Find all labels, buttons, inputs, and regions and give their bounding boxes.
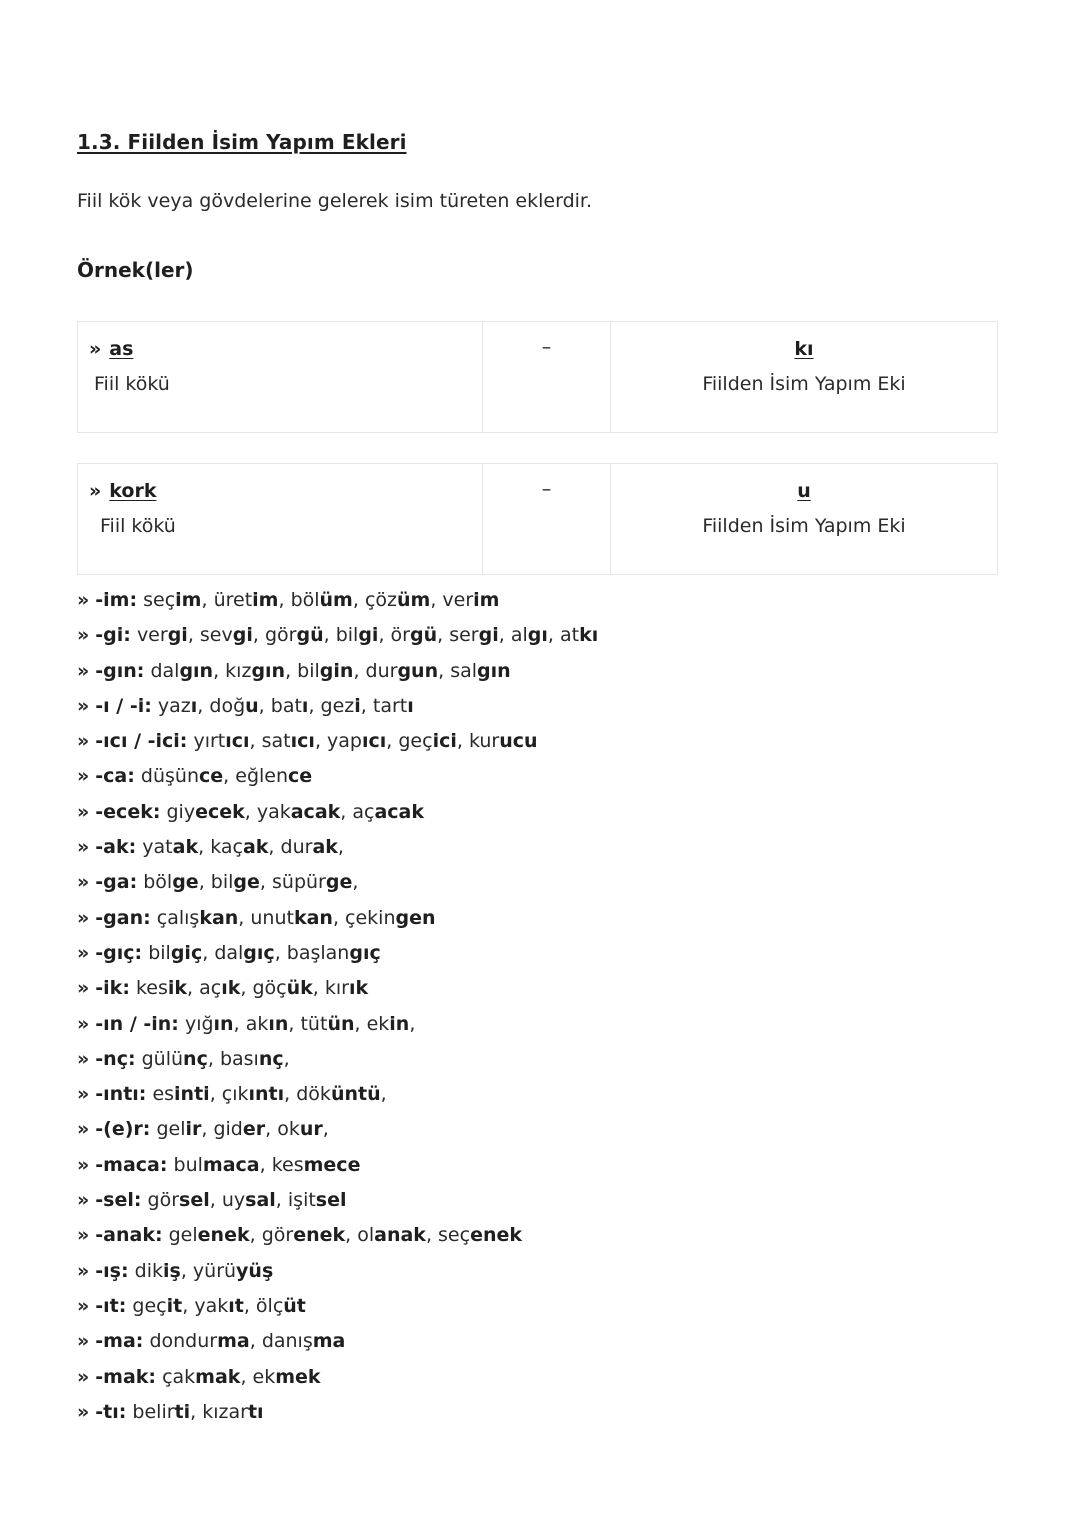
example-word: durak: [280, 836, 338, 859]
example-word: bilgin: [297, 659, 354, 682]
example-suffix-label: Fiilden İsim Yapım Eki: [702, 515, 906, 537]
bullet-arrow-icon: »: [77, 1153, 90, 1176]
suffix-list-item: » -gıç: bilgiç, dalgıç, başlangıç: [77, 941, 381, 964]
bullet-arrow-icon: »: [77, 1012, 90, 1035]
example-word: çıkıntı: [221, 1083, 285, 1106]
suffix-list-item: » -ıcı / -ici: yırtıcı, satıcı, yapıcı, geçici, kurucu: [77, 730, 538, 753]
example-word: ölçüt: [255, 1294, 306, 1317]
example-word: uysal: [221, 1189, 276, 1212]
suffix-key: -mak:: [95, 1365, 157, 1388]
example-word: tartı: [372, 694, 414, 717]
example-word: ekin: [366, 1012, 410, 1035]
suffix-list-item: » -ma: dondurma, danışma: [77, 1330, 346, 1353]
example-root-cell: [78, 464, 483, 574]
example-suffix: u: [797, 480, 811, 502]
example-word: eğlence: [235, 765, 313, 788]
example-word: seçim: [143, 589, 202, 611]
example-word: sevgi: [199, 624, 253, 647]
suffix-key: -im:: [95, 589, 138, 611]
example-word: tütün: [300, 1012, 355, 1035]
example-word: geçici: [398, 730, 457, 753]
suffix-key: -ecek:: [95, 800, 161, 823]
example-word: açacak: [352, 800, 425, 823]
example-word: görgü: [264, 624, 324, 647]
example-suffix-cell: [611, 464, 997, 574]
example-word: bilge: [210, 871, 260, 894]
suffix-list-item: » -maca: bulmaca, kesmece: [77, 1153, 361, 1176]
section-heading: 1.3. Fiilden İsim Yapım Ekleri: [77, 130, 407, 154]
example-word: kesmece: [271, 1153, 361, 1176]
example-word: işitsel: [287, 1189, 347, 1212]
bullet-arrow-icon: »: [77, 694, 90, 717]
suffix-key: -ıntı:: [95, 1083, 147, 1106]
example-word: okur: [277, 1118, 323, 1141]
example-word: belirti: [132, 1400, 191, 1423]
suffix-list-item: » -nç: gülünç, basınç,: [77, 1047, 290, 1070]
suffix-list-item: » -ın / -in: yığın, akın, tütün, ekin,: [77, 1012, 416, 1035]
example-word: kızartı: [202, 1400, 264, 1423]
suffix-key: -ca:: [95, 765, 135, 788]
example-dash: –: [541, 478, 552, 500]
example-word: bilgiç: [148, 941, 203, 964]
suffix-list-item: » -gan: çalışkan, unutkan, çekingen: [77, 906, 436, 929]
bullet-arrow-icon: »: [77, 1400, 90, 1423]
bullet-arrow-icon: »: [77, 1330, 90, 1353]
example-dash: –: [541, 336, 552, 358]
example-table: [77, 321, 998, 433]
bullet-arrow-icon: »: [77, 624, 90, 647]
example-word: vergi: [136, 624, 188, 647]
bullet-arrow-icon: »: [77, 1189, 90, 1212]
example-word: yazı: [157, 694, 198, 717]
example-word: algı: [510, 624, 548, 647]
example-word: kırık: [324, 977, 369, 1000]
suffix-key: -ış:: [95, 1259, 129, 1282]
suffix-list-item: » -gi: vergi, sevgi, görgü, bilgi, örgü, sergi, algı, atkı: [77, 624, 599, 647]
example-word: çalışkan: [156, 906, 239, 929]
suffix-list-item: » -ga: bölge, bilge, süpürge,: [77, 871, 359, 894]
bullet-arrow-icon: »: [77, 1047, 90, 1070]
example-word: gider: [213, 1118, 266, 1141]
example-word: çözüm: [364, 589, 431, 611]
example-word: bölüm: [290, 589, 353, 611]
bullet-arrow-icon: »: [77, 1224, 90, 1247]
example-word: yapıcı: [327, 730, 387, 753]
example-word: görenek: [261, 1224, 346, 1247]
suffix-list-item: » -mak: çakmak, ekmek: [77, 1365, 321, 1388]
bullet-arrow-icon: »: [77, 1365, 90, 1388]
example-word: bilgi: [335, 624, 379, 647]
suffix-list-item: » -gın: dalgın, kızgın, bilgin, durgun, salgın: [77, 659, 511, 682]
example-root-cell: [78, 322, 483, 432]
example-suffix-cell: [611, 322, 997, 432]
example-suffix-label: Fiilden İsim Yapım Eki: [702, 373, 906, 395]
example-word: gezi: [320, 694, 361, 717]
bullet-arrow-icon: »: [77, 659, 90, 682]
example-word: yakıt: [194, 1294, 244, 1317]
example-word: bulmaca: [173, 1153, 260, 1176]
example-word: göçük: [252, 977, 313, 1000]
suffix-list-item: » -ca: düşünce, eğlence: [77, 765, 313, 788]
bullet-arrow-icon: »: [77, 1118, 90, 1141]
example-word: satıcı: [261, 730, 315, 753]
example-word: geçit: [132, 1294, 183, 1317]
suffix-list-item: » -ıt: geçit, yakıt, ölçüt: [77, 1294, 306, 1317]
example-word: ekmek: [252, 1365, 321, 1388]
bullet-arrow-icon: »: [77, 589, 90, 611]
suffix-key: -ga:: [95, 871, 138, 894]
example-word: atkı: [559, 624, 599, 647]
example-root-label: Fiil kökü: [94, 373, 170, 395]
example-word: kızgın: [225, 659, 286, 682]
bullet-arrow-icon: »: [77, 906, 90, 929]
example-word: dalgıç: [214, 941, 275, 964]
suffix-list-item: » -ik: kesik, açık, göçük, kırık: [77, 977, 369, 1000]
bullet-arrow-icon: »: [77, 1083, 90, 1106]
bullet-arrow-icon: »: [77, 977, 90, 1000]
example-root-word: kork: [109, 480, 157, 502]
example-word: açık: [199, 977, 241, 1000]
suffix-list-item: » -ecek: giyecek, yakacak, açacak: [77, 800, 425, 823]
suffix-key: -gi:: [95, 624, 131, 647]
example-root-label: Fiil kökü: [100, 515, 176, 537]
suffix-key: -anak:: [95, 1224, 163, 1247]
example-word: giyecek: [166, 800, 245, 823]
example-word: olanak: [357, 1224, 426, 1247]
suffix-list-item: » -anak: gelenek, görenek, olanak, seçenek: [77, 1224, 523, 1247]
example-word: esinti: [152, 1083, 210, 1106]
example-word: süpürge: [272, 871, 353, 894]
section-intro: Fiil kök veya gövdelerine gelerek isim türeten eklerdir.: [77, 190, 593, 212]
bullet-arrow-icon: »: [77, 730, 90, 753]
example-word: dalgın: [150, 659, 214, 682]
example-word: gelenek: [168, 1224, 250, 1247]
example-word: seçenek: [438, 1224, 523, 1247]
bullet-arrow-icon: »: [77, 1259, 90, 1282]
example-word: kesik: [135, 977, 188, 1000]
example-word: görsel: [147, 1189, 210, 1212]
example-word: çekingen: [345, 906, 436, 929]
suffix-list-item: » -ı / -i: yazı, doğu, batı, gezi, tartı: [77, 694, 414, 717]
example-word: örgü: [390, 624, 438, 647]
bullet-arrow-icon: »: [77, 800, 90, 823]
example-word: sergi: [449, 624, 499, 647]
example-word: yırtıcı: [193, 730, 250, 753]
suffix-key: -ı / -i:: [95, 694, 152, 717]
example-word: yürüyüş: [192, 1259, 274, 1282]
suffix-key: -ıt:: [95, 1294, 127, 1317]
suffix-key: -ak:: [95, 836, 137, 859]
suffix-key: -maca:: [95, 1153, 168, 1176]
suffix-list-item: » -im: seçim, üretim, bölüm, çözüm, verim: [77, 589, 500, 611]
example-dash-cell: [483, 322, 611, 432]
suffix-list-item: » -sel: görsel, uysal, işitsel: [77, 1189, 347, 1212]
bullet-arrow-icon: »: [89, 480, 102, 502]
example-word: yatak: [142, 836, 199, 859]
suffix-list-item: » -ak: yatak, kaçak, durak,: [77, 836, 344, 859]
example-dash-cell: [483, 464, 611, 574]
example-word: kaçak: [210, 836, 269, 859]
example-word: basınç: [219, 1047, 284, 1070]
example-word: döküntü: [296, 1083, 381, 1106]
example-word: dikiş: [134, 1259, 181, 1282]
bullet-arrow-icon: »: [77, 1294, 90, 1317]
suffix-key: -gıç:: [95, 941, 143, 964]
example-word: gelir: [156, 1118, 202, 1141]
example-suffix: kı: [794, 338, 814, 360]
suffix-key: -tı:: [95, 1400, 127, 1423]
example-word: kurucu: [468, 730, 538, 753]
suffix-key: -(e)r:: [95, 1118, 151, 1141]
suffix-key: -ik:: [95, 977, 130, 1000]
bullet-arrow-icon: »: [77, 941, 90, 964]
example-word: yığın: [184, 1012, 234, 1035]
suffix-key: -ın / -in:: [95, 1012, 179, 1035]
suffix-list-item: » -ış: dikiş, yürüyüş: [77, 1259, 274, 1282]
bullet-arrow-icon: »: [77, 836, 90, 859]
example-word: dondurma: [149, 1330, 250, 1353]
example-word: durgun: [365, 659, 439, 682]
example-word: başlangıç: [286, 941, 381, 964]
example-word: bölge: [143, 871, 199, 894]
example-word: yakacak: [256, 800, 341, 823]
examples-title: Örnek(ler): [77, 258, 194, 282]
example-root-word: as: [109, 338, 134, 360]
bullet-arrow-icon: »: [77, 765, 90, 788]
suffix-list-item: » -ıntı: esinti, çıkıntı, döküntü,: [77, 1083, 387, 1106]
suffix-list-item: » -tı: belirti, kızartı: [77, 1400, 264, 1423]
example-word: üretim: [213, 589, 279, 611]
bullet-arrow-icon: »: [77, 871, 90, 894]
example-word: unutkan: [250, 906, 333, 929]
example-word: çakmak: [162, 1365, 241, 1388]
example-word: salgın: [450, 659, 511, 682]
example-word: gülünç: [141, 1047, 208, 1070]
example-word: doğu: [209, 694, 259, 717]
bullet-arrow-icon: »: [89, 338, 102, 360]
suffix-key: -nç:: [95, 1047, 136, 1070]
example-table: [77, 463, 998, 575]
suffix-key: -sel:: [95, 1189, 142, 1212]
suffix-list-item: » -(e)r: gelir, gider, okur,: [77, 1118, 329, 1141]
example-word: akın: [245, 1012, 289, 1035]
suffix-key: -gın:: [95, 659, 145, 682]
suffix-key: -ma:: [95, 1330, 144, 1353]
suffix-key: -gan:: [95, 906, 151, 929]
example-word: danışma: [261, 1330, 346, 1353]
suffix-key: -ıcı / -ici:: [95, 730, 188, 753]
example-word: düşünce: [140, 765, 224, 788]
example-word: batı: [270, 694, 309, 717]
suffix-list: [77, 586, 598, 1433]
example-word: verim: [442, 589, 500, 611]
